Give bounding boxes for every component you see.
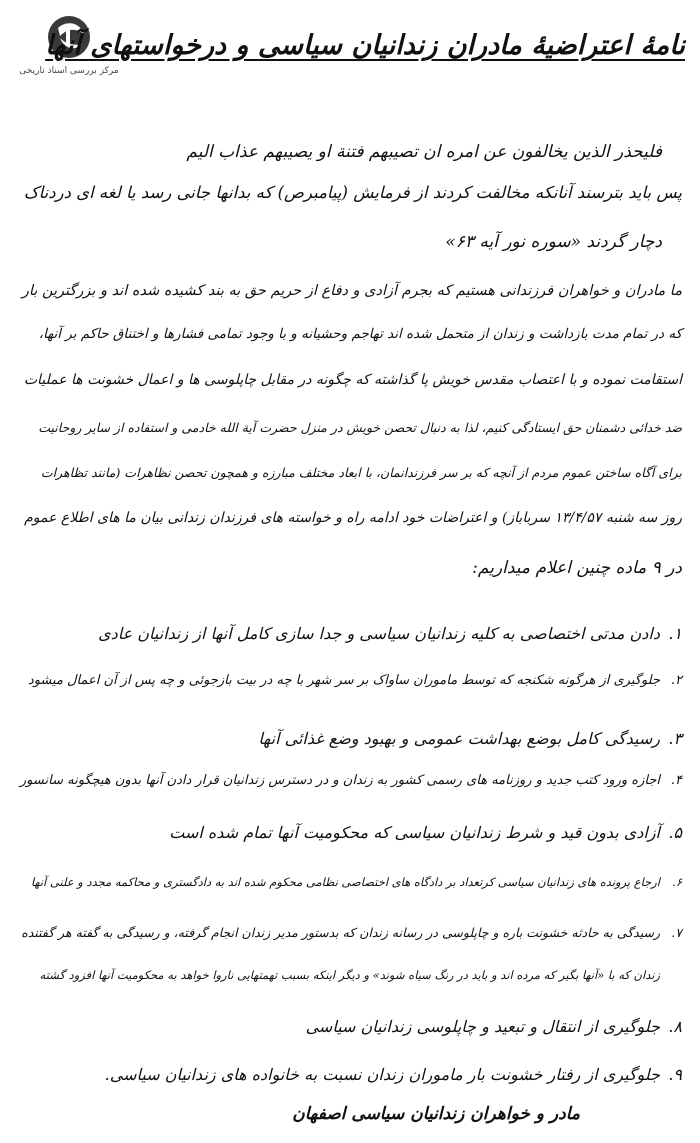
body-line: ما مادران و خواهران فرزندانی هستیم که بجرم آزادی و دفاع از حریم حق به بند کشیده شده اند و بزرگترین بار: [21, 283, 682, 299]
demand-text: رسیدگی کامل بوضع بهداشت عمومی و بهبود وضع غذائی آنها: [258, 729, 660, 748]
demand-item: [20, 773, 682, 788]
demand-item: [31, 875, 682, 889]
demand-number: ۱.: [668, 624, 682, 643]
demand-number: ۸.: [668, 1017, 682, 1036]
demand-text: ارجاع پرونده های زندانیان سیاسی کرتعداد بر دادگاه های اختصاصی نظامی محکوم شده اند به دادگستری و محاکمه مجدد و علنی آنها: [31, 875, 660, 889]
demand-text: جلوگیری از هرگونه شکنجه که توسط ماموران ساواک بر سر شهر با چه در بیت بازجوئی و چه پس از آن اعمال میشود: [27, 673, 660, 688]
demand-number: ۲.: [670, 673, 682, 688]
demand-text: دادن مدتی اختصاصی به کلیه زندانیان سیاسی و جدا سازی کامل آنها از زندانیان عادی: [98, 624, 660, 643]
demand-number: ۶.: [672, 875, 682, 889]
demand-item: [306, 1017, 682, 1036]
body-line: روز سه شنبه ۱۳/۴/۵۷ سرباباز) و اعتراضات خود ادامه راه و خواسته های فرزندان زندانی بیان ما های اطلاع عموم: [24, 510, 682, 526]
quran-translation-line: پس باید بترسند آنانکه مخالفت کردند از فرمایش (پیامبرص) که بدانها جانی رسد یا لغه ای دردناک: [23, 183, 682, 202]
archive-logo-caption: مرکز بررسی اسناد تاریخی: [19, 66, 119, 76]
body-line: در ۹ ماده چنین اعلام میداریم:: [472, 558, 682, 578]
demand-number: ۷.: [671, 925, 682, 940]
demand-text: جلوگیری از انتقال و تبعید و چاپلوسی زندانیان سیاسی: [305, 1017, 660, 1036]
signature: مادر و خواهران زندانیان سیاسی اصفهان: [292, 1104, 580, 1124]
demand-item: [105, 1065, 682, 1084]
demand-number: ۵.: [668, 823, 682, 842]
demand-number: ۳.: [668, 729, 682, 748]
demand-number: ۴.: [670, 773, 682, 788]
demand-item: [169, 823, 682, 842]
document-title: نامهٔ اعتراضیهٔ مادران زندانیان سیاسی و درخواستهای آنها: [45, 30, 685, 61]
demand-item: [98, 624, 682, 643]
demand-item: [28, 673, 682, 688]
demand-item: [21, 925, 682, 940]
body-line: برای آگاه ساختن عموم مردم از آنچه که بر سر فرزندانمان، با ابعاد مختلف مبارزه و همچون تحصن نظاهرات (مانند تظاهرات: [40, 465, 682, 480]
body-line: استقامت نموده و با اعتصاب مقدس خویش پا گذاشته که چگونه در مقابل چاپلوسی ها و اعمال خشونت ها عملیات: [23, 372, 682, 388]
demand-text: اجازه ورود کتب جدید و روزنامه های رسمی کشور به زندان و در دسترس زندانیان قرار دادن آنها بدون هیچگونه سانسور: [19, 773, 660, 788]
demand-text: رسیدگی به حادثه خشونت باره و چاپلوسی در رسانه زندان که بدستور مدیر زندان انجام گرفته، و رسیدگی به گفته هر گفتنده: [21, 925, 660, 940]
quran-reference-line: دچار گردند «سوره نور آیه ۶۳»: [445, 232, 662, 252]
demand-item-continued: [40, 968, 682, 982]
quran-verse-line: فلیحذر الذین یخالفون عن امره ان تصیبهم فتنة او یصیبهم عذاب الیم: [186, 142, 662, 162]
body-line: ضد خدائی دشمنان حق ایستادگی کنیم، لذا به دنبال تحصن خویش در منزل حضرت آیة الله خادمی و استفاده از سایر روحانیت: [38, 420, 682, 435]
demand-number: ۹.: [668, 1065, 682, 1084]
demand-item: [258, 729, 682, 748]
demand-text: جلوگیری از رفتار خشونت بار ماموران زندان نسبت به خانواده های زندانیان سیاسی.: [104, 1065, 660, 1084]
demand-text: آزادی بدون قید و شرط زندانیان سیاسی که محکومیت آنها تمام شده است: [169, 823, 660, 842]
demand-text: زندان که با «آنها بگیر که مرده اند و باید در رنگ سیاه شوند» و دیگر اینکه بسبب تهمتهایی ناروا خواهد به محکومیت آنها افزود گشته: [39, 968, 660, 982]
body-line: که در تمام مدت بازداشت و زندان از متحمل شده اند تهاجم وحشیانه و با وجود تمامی فشارها و اختناق حاکم بر آنها،: [38, 326, 682, 342]
